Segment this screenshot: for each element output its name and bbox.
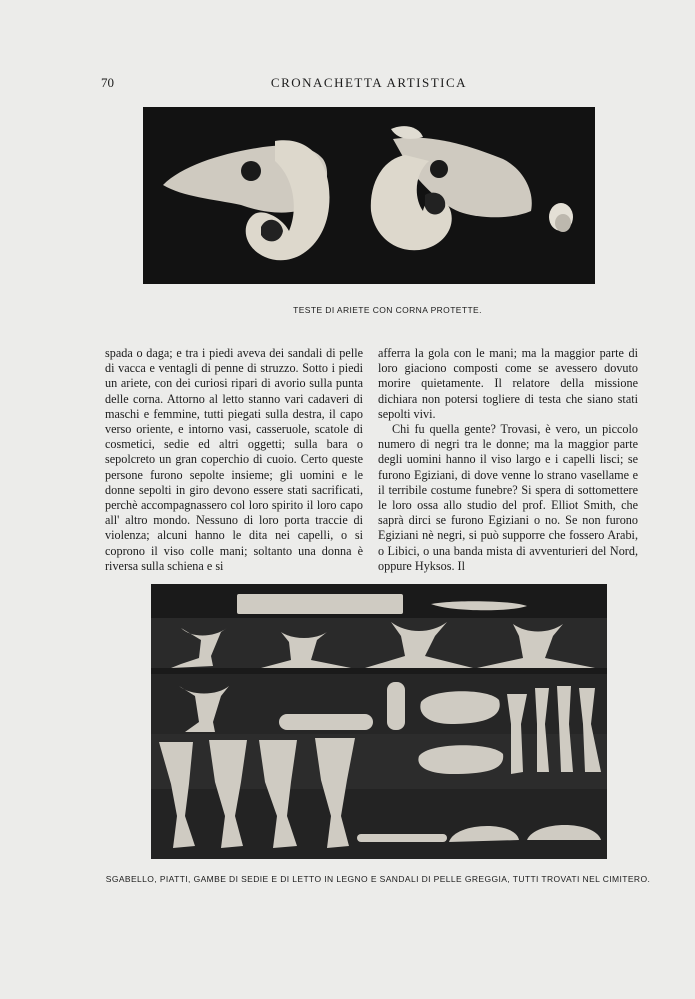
page-number: 70 [101, 75, 114, 90]
ram-heads-photo [143, 107, 595, 284]
left-paragraph: spada o daga; e tra i piedi aveva dei sandali di pelle di vacca e ventagli di penne di struzzo. Sotto i piedi un ariete, con dei curiosi ripari di avorio sulla punta delle corna. Attorno al letto stanno vari cadaveri di maschi e femmine, tutti piegati sulla destra, il capo verso oriente, e intorno vasi, casseruole, scatole di cosmetici, sedie ed altri oggetti; sulla bara o sepolcreto un gran coperchio di cuoio. Certo queste persone furono sepolte insieme; gli uomini e le donne sepolti in giro devono essere stati sacrificati, perchè accompagnassero col loro spirito il loro capo all' altro mondo. Nessuno di loro porta traccie di violenza; alcuni hanno le dita nei capelli, o si coprono il viso colle mani; soltanto una donna è riversa sulla schiena e si [105, 346, 363, 573]
bottom-figure-caption: SGABELLO, PIATTI, GAMBE DI SEDIE E DI LETTO IN LEGNO E SANDALI DI PELLE GREGGIA, TUTTI TROVATI NEL CIMITERO. [105, 874, 651, 884]
top-figure-caption: TESTE DI ARIETE CON CORNA PROTETTE. [293, 305, 482, 315]
left-text-column [105, 346, 363, 574]
right-paragraph-2: Chi fu quella gente? Trovasi, è vero, un piccolo numero di negri tra le donne; ma la maggior parte degli uomini hanno il viso largo e i capelli lisci; se furono Egiziani, di dove venne lo strano vasellame e il terribile costume funebre? Si spera di sottomettere le loro ossa allo studio del prof. Elliot Smith, che saprà dirci se furono Egiziani o no. Se non furono Egiziani nè negri, si può supporre che fossero Arabi, o Libici, o una banda mista di avventurieri del Nord, oppure Hyksos. Il [378, 422, 638, 573]
furniture-sandals-photo [151, 584, 607, 859]
right-paragraph-1: afferra la gola con le mani; ma la maggior parte di loro giaciono composti come se avessero dovuto morire quietamente. Il relatore della missione dichiara non potersi togliere di testa che siano stati sepolti vivi. [378, 346, 638, 421]
right-text-column [378, 346, 638, 574]
running-head: CRONACHETTA ARTISTICA [270, 75, 468, 90]
